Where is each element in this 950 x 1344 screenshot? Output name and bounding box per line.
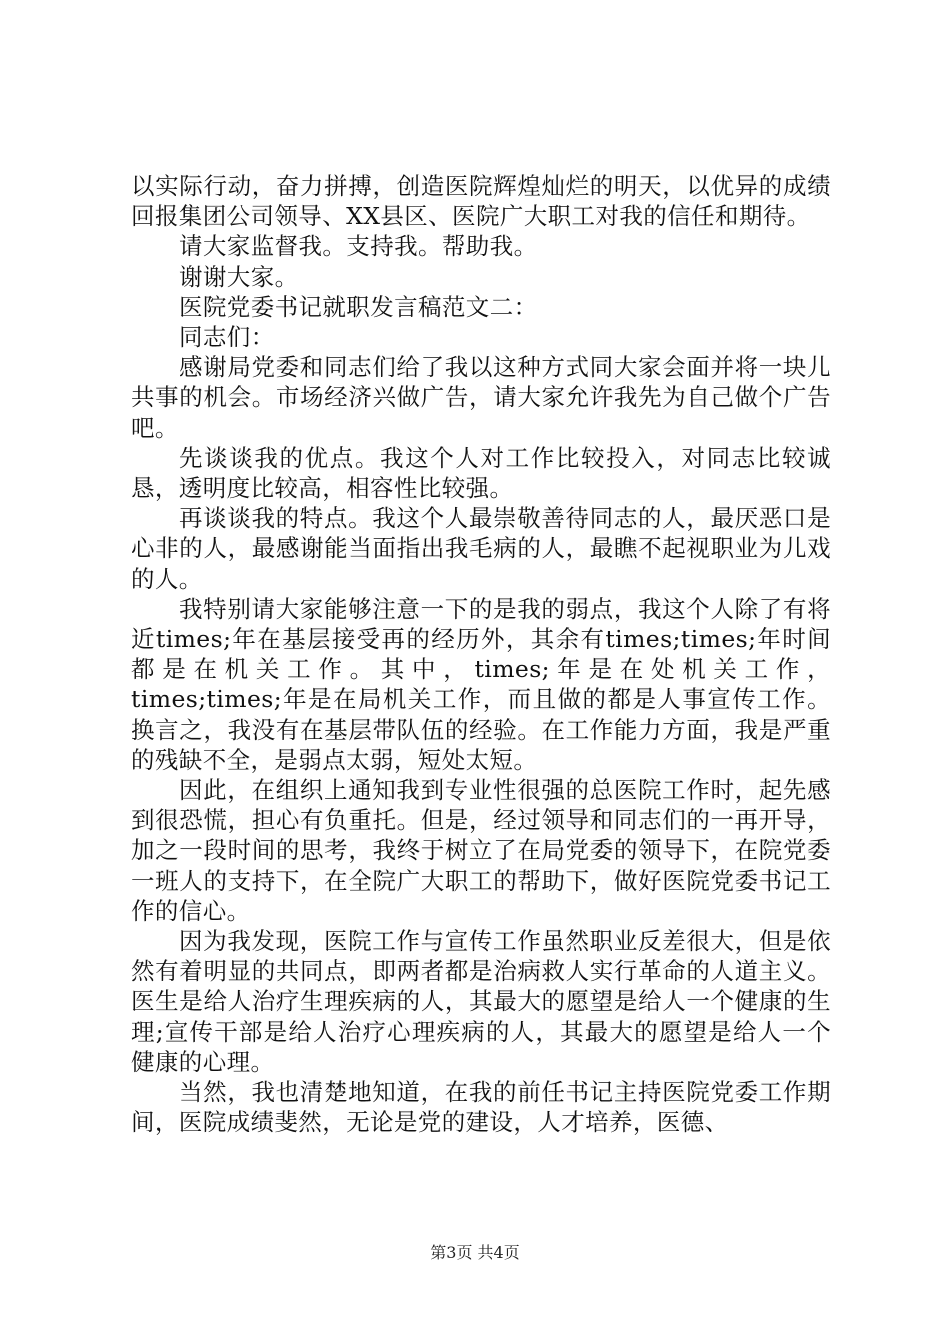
- paragraph-11: 因为我发现，医院工作与宣传工作虽然职业反差很大，但是依然有着明显的共同点，即两者都是治病救人实行革命的人道主义。医生是给人治疗生理疾病的人，其最大的愿望是给人一个健康的生理;宣传干部是给人治疗心理疾病的人，其最大的愿望是给人一个健康的心理。: [131, 927, 831, 1076]
- section-heading: 医院党委书记就职发言稿范文二：: [179, 292, 538, 321]
- paragraph-7: 先谈谈我的优点。我这个人对工作比较投入，对同志比较诚恳，透明度比较高，相容性比较强。: [131, 443, 831, 503]
- paragraph-12: 当然，我也清楚地知道，在我的前任书记主持医院党委工作期间，医院成绩斐然，无论是党的建设，人才培养，医德、: [131, 1078, 831, 1137]
- paragraph-9: 我特别请大家能够注意一下的是我的弱点，我这个人除了有将近times;年在基层接受再的经历外，其余有times;times;年时间都是在机关工作。其中，times;年是在处机关工作，times;times;年是在局机关工作，而且做的都是人事宣传工作。换言之，我没有在基层带队伍的经验。在工作能力方面，我是严重的残缺不全，是弱点太弱，短处太短。: [131, 594, 831, 774]
- paragraph-10: 因此，在组织上通知我到专业性很强的总医院工作时，起先感到很恐慌，担心有负重托。但是，经过领导和同志们的一再开导，加之一段时间的思考，我终于树立了在局党委的领导下，在院党委一班人的支持下，在全院广大职工的帮助下，做好医院党委书记工作的信心。: [131, 776, 831, 925]
- paragraph-6: 感谢局党委和同志们给了我以这种方式同大家会面并将一块儿共事的机会。市场经济兴做广告，请大家允许我先为自己做个广告吧。: [131, 353, 831, 442]
- paragraph-2: 请大家监督我。支持我。帮助我。: [179, 232, 538, 261]
- paragraph-3: 谢谢大家。: [179, 262, 299, 291]
- paragraph-1: 以实际行动，奋力拼搏，创造医院辉煌灿烂的明天，以优异的成绩回报集团公司领导、XX县区、医院广大职工对我的信任和期待。: [131, 172, 831, 231]
- salutation: 同志们：: [179, 323, 275, 352]
- page-footer: [0, 1243, 950, 1263]
- document-body: [131, 171, 831, 1138]
- paragraph-8: 再谈谈我的特点。我这个人最崇敬善待同志的人，最厌恶口是心非的人，最感谢能当面指出我毛病的人，最瞧不起视职业为儿戏的人。: [131, 504, 831, 593]
- page-number: 第3页 共4页: [430, 1243, 520, 1262]
